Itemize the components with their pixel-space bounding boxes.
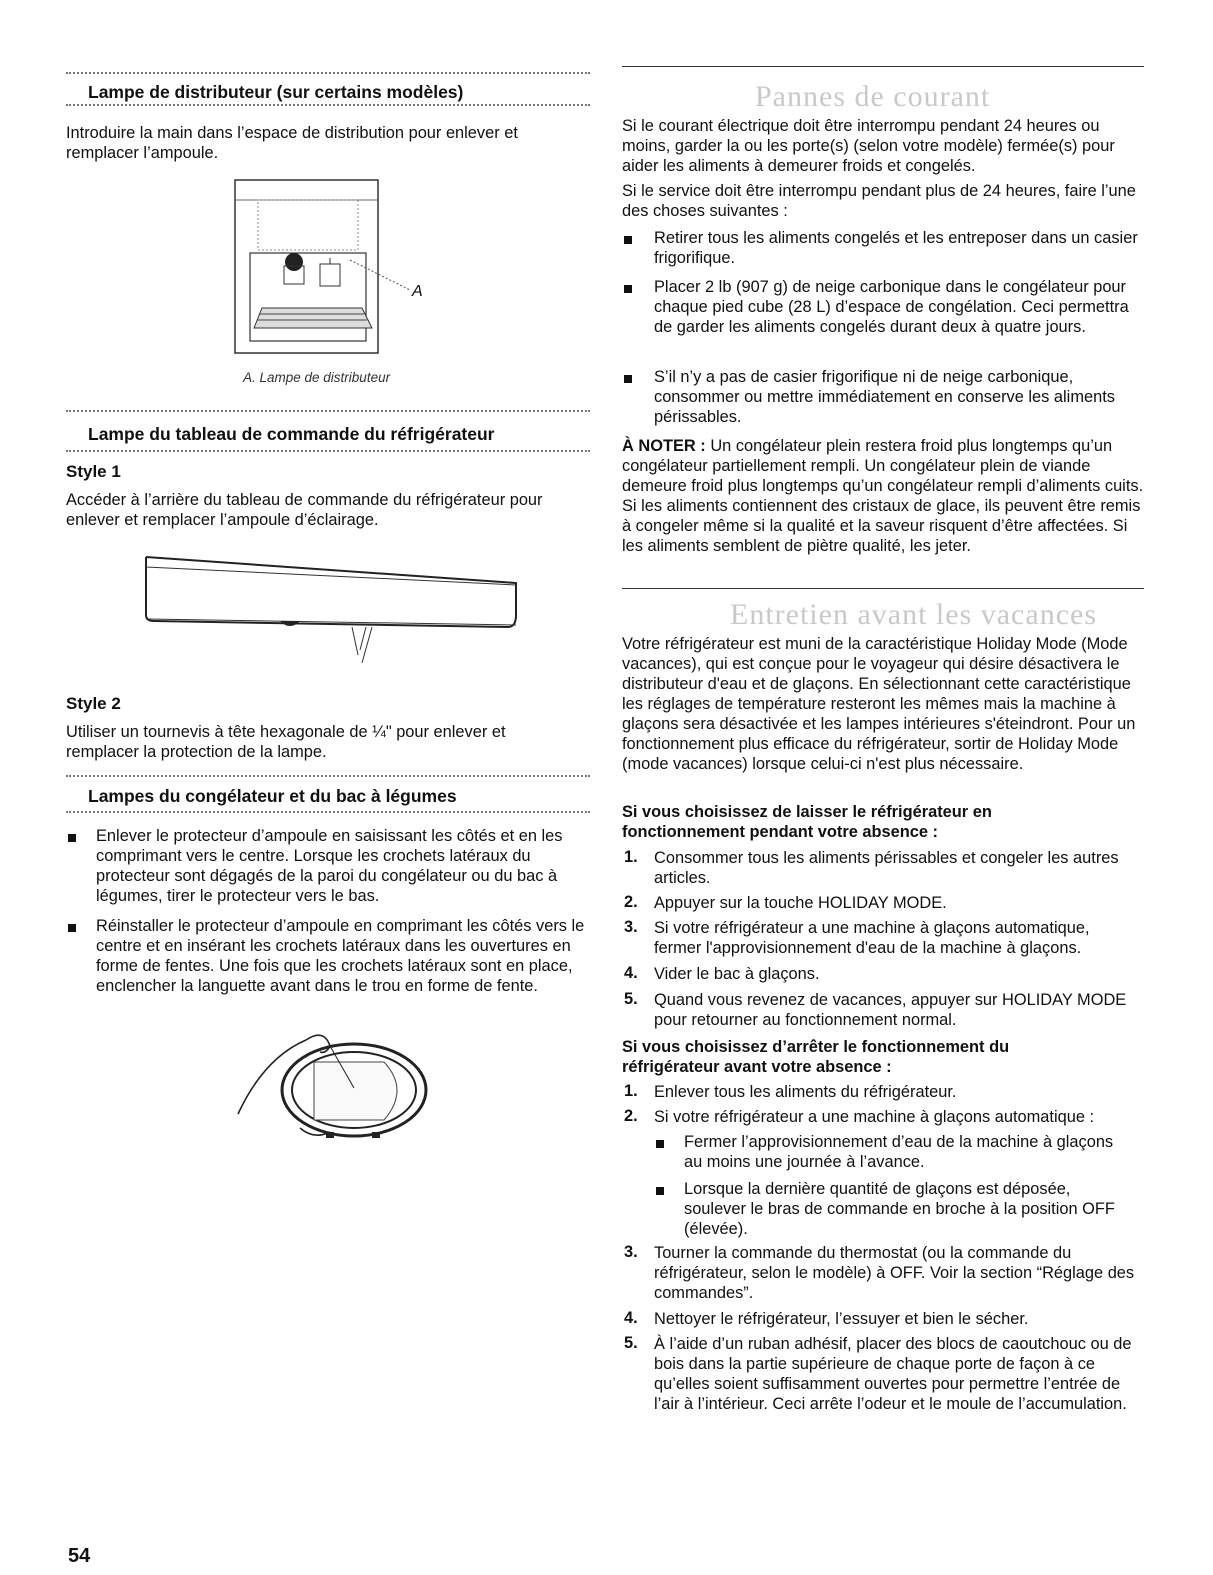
stop-step-3: Tourner la commande du thermostat (ou la commande du réfrigérateur, selon le modèle) à OFF. Voir la section “Réglage des commandes”. — [654, 1244, 1135, 1302]
power-bullet-1: Retirer tous les aliments congelés et les entreposer dans un casier frigorifique. — [654, 229, 1138, 267]
keep-step-1: Consommer tous les aliments périssables et congeler les autres articles. — [654, 849, 1119, 887]
note-text: Un congélateur plein restera froid plus longtemps qu’un congélateur partiellement rempli. Un congélateur plein de viande demeure froid plus longtemps qu’un congélateur rempli d’aliments cuits. Si les aliments contiennent des cristaux de glace, ils peuvent être remis à congeler même si la qualité et la saveur risquent d’être affectées. Si les aliments semblent de piètre qualité, les jeter. — [622, 437, 1144, 555]
stop-step-5: À l’aide d’un ruban adhésif, placer des blocs de caoutchouc ou de bois dans la partie supérieure de chaque porte de façon à ce qu’elles soient suffisamment ouvertes pour permettre l’entrée de l’air à l’intérieur. Ceci arrête l’odeur et le moule de l’accumulation. — [654, 1335, 1132, 1413]
step-number: 3. — [624, 918, 638, 936]
step-number: 3. — [624, 1243, 638, 1261]
control-panel-illustration — [140, 555, 530, 665]
section-rule — [622, 66, 1144, 67]
bullet-marker — [656, 1187, 664, 1195]
heading-control-lamp: Lampe du tableau de commande du réfrigérateur — [88, 424, 495, 444]
heading-underline — [66, 104, 590, 106]
bullet-marker — [624, 285, 632, 293]
section-divider — [66, 72, 590, 74]
figure-caption-dispenser: A. Lampe de distributeur — [243, 370, 391, 385]
keep-step-3: Si votre réfrigérateur a une machine à glaçons automatique, fermer l'approvisionnement d'eau de la machine à glaçons. — [654, 919, 1090, 957]
bullet-marker — [68, 834, 76, 842]
stop-step-4: Nettoyer le réfrigérateur, l’essuyer et bien le sécher. — [654, 1310, 1029, 1328]
bullet-marker — [656, 1140, 664, 1148]
power-bullet-3: S’il n’y a pas de casier frigorifique ni de neige carbonique, consommer ou mettre immédiatement en conserve les aliments périssables. — [654, 368, 1115, 426]
section-divider — [66, 775, 590, 777]
style2-text: Utiliser un tournevis à tête hexagonale de ¼" pour enlever et remplacer la protection de la lampe. — [66, 723, 506, 761]
style1-text: Accéder à l’arrière du tableau de commande du réfrigérateur pour enlever et remplacer l’ampoule d’éclairage. — [66, 491, 543, 529]
stop-sub-bullet-1: Fermer l’approvisionnement d’eau de la machine à glaçons au moins une journée à l’avance. — [684, 1133, 1114, 1171]
freezer-bullet-2: Réinstaller le protecteur d’ampoule en comprimant les côtés vers le centre et en insérant les crochets latéraux dans les ouvertures en forme de fentes. Une fois que les crochets latéraux sont en place, enclencher la languette avant dans le trou en forme de fente. — [96, 917, 585, 995]
step-number: 5. — [624, 990, 638, 1008]
freezer-bullet-1: Enlever le protecteur d’ampoule en saisissant les côtés et en les comprimant vers le centre. Lorsque les crochets latéraux du protecteur sont dégagés de la paroi du congélateur ou du bac à légumes, tirer le protecteur vers le bas. — [96, 827, 563, 905]
bullet-marker — [624, 375, 632, 383]
dispenser-lamp-text: Introduire la main dans l’espace de distribution pour enlever et remplacer l’ampoule. — [66, 124, 518, 162]
step-number: 2. — [624, 893, 638, 911]
step-number: 4. — [624, 1309, 638, 1327]
step-number: 1. — [624, 1082, 638, 1100]
section-divider — [66, 410, 590, 412]
power-note — [622, 436, 1144, 556]
figure-label-a: A — [412, 283, 423, 300]
bullet-marker — [68, 924, 76, 932]
lamp-shield-illustration — [234, 1028, 444, 1148]
step-number: 5. — [624, 1334, 638, 1352]
step-number: 1. — [624, 848, 638, 866]
page-number: 54 — [68, 1545, 91, 1567]
power-paragraph-1: Si le courant électrique doit être interrompu pendant 24 heures ou moins, garder la ou les porte(s) (selon votre modèle) fermée(s) pour aider les aliments à demeurer froids et congelés. — [622, 117, 1115, 175]
vacation-intro: Votre réfrigérateur est muni de la caractéristique Holiday Mode (Mode vacances), qui est conçue pour le voyageur qui désire désactivera le distributeur d'eau et de glaçons. En sélectionnant cette caractéristique les réglages de température resteront les mêmes mais la machine à glaçons sera désactivée et les lampes intérieures s'éteindront. Pour un fonctionnement plus efficace du réfrigérateur, sortir de Holiday Mode (mode vacances) lorsque celui-ci n'est plus nécessaire. — [622, 635, 1136, 773]
keep-step-5: Quand vous revenez de vacances, appuyer sur HOLIDAY MODE pour retourner au fonctionnement normal. — [654, 991, 1127, 1029]
keep-step-2: Appuyer sur la touche HOLIDAY MODE. — [654, 894, 947, 912]
subheading-stop-running: Si vous choisissez d’arrêter le fonctionnement du réfrigérateur avant votre absence : — [622, 1038, 1010, 1076]
note-label: À NOTER : — [622, 437, 706, 455]
step-number: 4. — [624, 964, 638, 982]
bullet-marker — [624, 236, 632, 244]
heading-freezer-lamps: Lampes du congélateur et du bac à légumes — [88, 786, 457, 806]
stop-sub-bullet-2: Lorsque la dernière quantité de glaçons est déposée, soulever le bras de commande en broche à la position OFF (élevée). — [684, 1180, 1115, 1238]
heading-underline — [66, 450, 590, 452]
stop-step-2: Si votre réfrigérateur a une machine à glaçons automatique : — [654, 1108, 1095, 1126]
section-rule — [622, 588, 1144, 589]
keep-step-4: Vider le bac à glaçons. — [654, 965, 820, 983]
style1-title: Style 1 — [66, 462, 121, 481]
style2-title: Style 2 — [66, 694, 121, 713]
step-number: 2. — [624, 1107, 638, 1125]
heading-vacation-care: Entretien avant les vacances — [730, 598, 1097, 631]
heading-underline — [66, 811, 590, 813]
power-paragraph-2: Si le service doit être interrompu pendant plus de 24 heures, faire l’une des choses suivantes : — [622, 182, 1136, 220]
heading-power-outages: Pannes de courant — [755, 80, 991, 113]
dispenser-illustration — [232, 178, 432, 356]
subheading-keep-running: Si vous choisissez de laisser le réfrigérateur en fonctionnement pendant votre absence : — [622, 803, 992, 841]
heading-dispenser-lamp: Lampe de distributeur (sur certains modèles) — [88, 82, 464, 102]
power-bullet-2: Placer 2 lb (907 g) de neige carbonique dans le congélateur pour chaque pied cube (28 L) d’espace de congélation. Ceci permettra de garder les aliments congelés durant deux à quatre jours. — [654, 278, 1129, 336]
stop-step-1: Enlever tous les aliments du réfrigérateur. — [654, 1083, 957, 1101]
